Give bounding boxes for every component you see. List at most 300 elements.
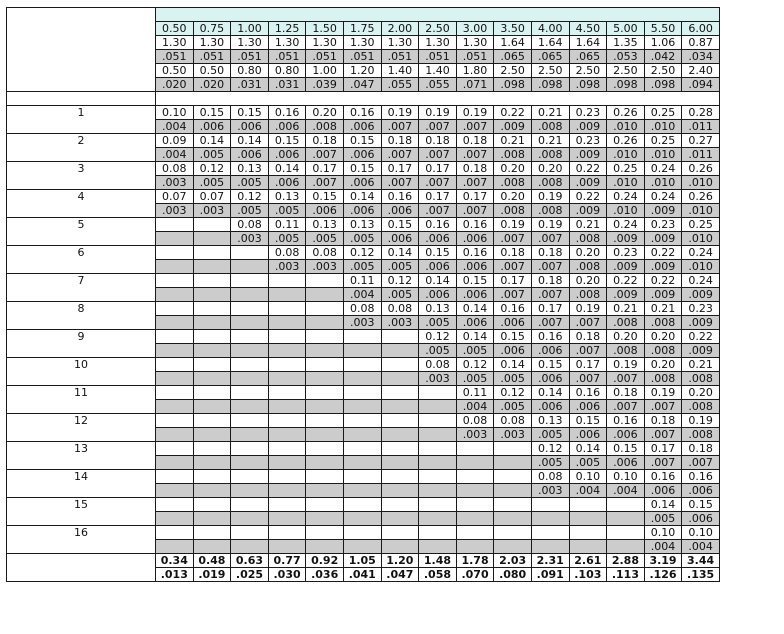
value-cell: 0.17	[456, 190, 494, 204]
row-label: 11	[7, 386, 156, 414]
value-cell: 0.14	[456, 330, 494, 344]
row-label: 7	[7, 274, 156, 302]
value-cell: 0.15	[231, 106, 269, 120]
value-cell-sub: .008	[569, 288, 607, 302]
column-header: 4.00	[531, 22, 569, 36]
value-cell-sub: .006	[456, 232, 494, 246]
value-cell	[494, 442, 532, 456]
value-cell	[419, 498, 457, 512]
value-cell-sub: .006	[381, 232, 419, 246]
value-cell	[231, 470, 269, 484]
value-cell-sub	[381, 484, 419, 498]
value-cell-sub	[156, 484, 194, 498]
value-cell: 0.15	[682, 498, 720, 512]
value-cell-sub	[306, 288, 344, 302]
value-cell-sub: .010	[682, 232, 720, 246]
value-cell: 0.21	[607, 302, 645, 316]
value-cell: 0.17	[306, 162, 344, 176]
value-cell: 0.14	[381, 246, 419, 260]
value-cell: 0.15	[381, 218, 419, 232]
value-cell-sub	[193, 232, 231, 246]
value-cell-sub: .006	[268, 176, 306, 190]
spec-cell: .034	[682, 50, 720, 64]
value-cell-sub	[456, 456, 494, 470]
value-cell: 0.07	[193, 190, 231, 204]
value-cell	[156, 246, 194, 260]
value-cell-sub: .010	[607, 176, 645, 190]
spec-cell: 2.50	[494, 64, 532, 78]
value-cell	[343, 414, 381, 428]
value-cell-sub	[268, 540, 306, 554]
value-cell-sub	[268, 456, 306, 470]
value-cell-sub: .010	[607, 120, 645, 134]
value-cell	[156, 526, 194, 540]
value-cell: 0.23	[644, 218, 682, 232]
value-cell-sub	[231, 400, 269, 414]
spec-cell: .055	[419, 78, 457, 92]
value-cell-sub: .007	[306, 148, 344, 162]
row-label: 12	[7, 414, 156, 442]
spec-cell: .071	[456, 78, 494, 92]
value-cell: 0.18	[419, 134, 457, 148]
value-cell: 0.16	[607, 414, 645, 428]
value-cell: 0.20	[569, 274, 607, 288]
value-cell-sub: .005	[231, 204, 269, 218]
separator-label-cell	[7, 92, 156, 106]
spec-cell: .051	[456, 50, 494, 64]
value-cell: 0.20	[306, 106, 344, 120]
value-cell-sub: .010	[682, 176, 720, 190]
value-cell-sub: .007	[456, 120, 494, 134]
value-cell: 0.12	[494, 386, 532, 400]
value-cell-sub: .009	[644, 260, 682, 274]
value-cell-sub	[381, 456, 419, 470]
value-cell: 0.21	[569, 218, 607, 232]
value-cell-sub: .004	[607, 484, 645, 498]
value-cell-sub	[456, 512, 494, 526]
value-cell-sub	[494, 512, 532, 526]
value-cell-sub	[343, 484, 381, 498]
value-cell-sub: .007	[607, 400, 645, 414]
spec-cell: 1.30	[456, 36, 494, 50]
value-cell-sub: .005	[494, 400, 532, 414]
value-cell-sub: .005	[419, 316, 457, 330]
value-cell: 0.13	[306, 218, 344, 232]
value-cell: 0.25	[644, 134, 682, 148]
value-cell-sub	[419, 428, 457, 442]
total-cell-sub: .113	[607, 568, 645, 582]
value-cell: 0.13	[343, 218, 381, 232]
spec-cell: 1.06	[644, 36, 682, 50]
value-cell-sub: .003	[268, 260, 306, 274]
value-cell	[306, 386, 344, 400]
value-cell: 0.21	[531, 106, 569, 120]
spec-cell: .098	[569, 78, 607, 92]
value-cell-sub	[381, 540, 419, 554]
spec-cell: .051	[193, 50, 231, 64]
value-cell-sub: .008	[682, 428, 720, 442]
value-cell-sub: .009	[607, 232, 645, 246]
value-cell: 0.12	[531, 442, 569, 456]
value-cell	[268, 274, 306, 288]
spec-cell: .065	[569, 50, 607, 64]
value-cell	[156, 218, 194, 232]
value-cell	[381, 498, 419, 512]
value-cell-sub	[156, 288, 194, 302]
spec-cell: 2.50	[607, 64, 645, 78]
value-cell-sub: .003	[381, 316, 419, 330]
value-cell-sub	[381, 372, 419, 386]
value-cell	[156, 470, 194, 484]
value-cell-sub: .005	[531, 428, 569, 442]
value-cell: 0.08	[381, 302, 419, 316]
value-cell-sub: .004	[156, 120, 194, 134]
value-cell	[494, 470, 532, 484]
value-cell-sub: .005	[193, 176, 231, 190]
value-cell-sub	[231, 288, 269, 302]
value-cell: 0.08	[531, 470, 569, 484]
value-cell: 0.08	[268, 246, 306, 260]
column-header: 5.50	[644, 22, 682, 36]
header-label-cell	[7, 8, 156, 92]
value-cell-sub	[306, 400, 344, 414]
value-cell	[381, 414, 419, 428]
spec-cell: .053	[607, 50, 645, 64]
value-cell	[494, 526, 532, 540]
value-cell: 0.12	[343, 246, 381, 260]
value-cell: 0.18	[531, 246, 569, 260]
table-row	[7, 470, 720, 484]
total-cell-sub: .135	[682, 568, 720, 582]
value-cell	[494, 498, 532, 512]
value-cell: 0.19	[419, 106, 457, 120]
column-header: 2.00	[381, 22, 419, 36]
value-cell	[381, 358, 419, 372]
value-cell-sub: .010	[607, 204, 645, 218]
value-cell-sub	[531, 540, 569, 554]
value-cell-sub: .006	[494, 344, 532, 358]
value-cell-sub	[343, 372, 381, 386]
value-cell-sub: .007	[381, 176, 419, 190]
value-cell-sub: .003	[456, 428, 494, 442]
value-cell: 0.26	[607, 106, 645, 120]
value-cell	[156, 302, 194, 316]
value-cell: 0.14	[343, 190, 381, 204]
value-cell-sub: .011	[682, 120, 720, 134]
value-cell-sub	[231, 428, 269, 442]
value-cell: 0.24	[607, 218, 645, 232]
column-header: 1.25	[268, 22, 306, 36]
value-cell	[268, 470, 306, 484]
table-row	[7, 358, 720, 372]
value-cell: 0.16	[682, 470, 720, 484]
value-cell	[231, 358, 269, 372]
value-cell: 0.17	[419, 162, 457, 176]
spec-cell: 1.30	[419, 36, 457, 50]
value-cell-sub: .008	[682, 372, 720, 386]
value-cell-sub: .007	[682, 456, 720, 470]
value-cell-sub: .007	[381, 148, 419, 162]
value-cell-sub: .008	[531, 148, 569, 162]
value-cell-sub	[381, 344, 419, 358]
value-cell	[193, 470, 231, 484]
value-cell-sub: .005	[306, 232, 344, 246]
value-cell: 0.18	[381, 134, 419, 148]
value-cell-sub: .007	[419, 204, 457, 218]
value-cell	[381, 330, 419, 344]
spec-cell: 1.30	[193, 36, 231, 50]
value-cell-sub	[268, 316, 306, 330]
value-cell	[268, 414, 306, 428]
value-cell-sub: .004	[156, 148, 194, 162]
spec-cell: 2.50	[531, 64, 569, 78]
spec-cell: 1.35	[607, 36, 645, 50]
value-cell: 0.15	[494, 330, 532, 344]
value-cell-sub: .008	[531, 120, 569, 134]
value-cell-sub: .003	[156, 176, 194, 190]
value-cell	[268, 302, 306, 316]
value-cell: 0.20	[644, 330, 682, 344]
value-cell	[569, 498, 607, 512]
value-cell-sub	[306, 484, 344, 498]
value-cell-sub	[231, 260, 269, 274]
value-cell-sub: .005	[456, 372, 494, 386]
value-cell-sub	[419, 456, 457, 470]
total-cell: 1.05	[343, 554, 381, 568]
total-cell-sub: .091	[531, 568, 569, 582]
value-cell: 0.14	[193, 134, 231, 148]
value-cell-sub: .005	[343, 260, 381, 274]
value-cell-sub: .005	[231, 176, 269, 190]
value-cell	[419, 414, 457, 428]
value-cell	[156, 414, 194, 428]
value-cell: 0.24	[682, 246, 720, 260]
value-cell-sub: .007	[531, 316, 569, 330]
value-cell-sub: .003	[306, 260, 344, 274]
value-cell-sub	[306, 372, 344, 386]
spec-cell: .031	[268, 78, 306, 92]
spec-cell: 0.80	[231, 64, 269, 78]
value-cell-sub: .009	[682, 344, 720, 358]
value-cell-sub	[343, 540, 381, 554]
value-cell-sub: .006	[531, 344, 569, 358]
data-table	[6, 7, 720, 582]
total-cell-sub: .041	[343, 568, 381, 582]
total-cell-sub: .019	[193, 568, 231, 582]
value-cell-sub: .010	[644, 120, 682, 134]
value-cell	[193, 526, 231, 540]
spec-cell: 1.30	[231, 36, 269, 50]
spec-cell: .042	[644, 50, 682, 64]
value-cell: 0.23	[569, 106, 607, 120]
total-cell-sub: .036	[306, 568, 344, 582]
total-cell: 0.34	[156, 554, 194, 568]
value-cell: 0.12	[193, 162, 231, 176]
spec-cell: 1.64	[531, 36, 569, 50]
spec-cell: .051	[381, 50, 419, 64]
value-cell: 0.16	[381, 190, 419, 204]
value-cell: 0.13	[268, 190, 306, 204]
total-cell: 0.48	[193, 554, 231, 568]
value-cell-sub	[193, 512, 231, 526]
value-cell	[381, 526, 419, 540]
table-row	[7, 498, 720, 512]
value-cell: 0.16	[268, 106, 306, 120]
value-cell-sub: .006	[644, 484, 682, 498]
value-cell-sub: .006	[607, 428, 645, 442]
value-cell: 0.11	[343, 274, 381, 288]
column-header: 1.00	[231, 22, 269, 36]
table-row	[7, 190, 720, 204]
value-cell-sub: .008	[607, 316, 645, 330]
total-cell: 2.61	[569, 554, 607, 568]
value-cell-sub	[569, 540, 607, 554]
spec-cell: .065	[494, 50, 532, 64]
value-cell-sub: .008	[306, 120, 344, 134]
spec-cell: .047	[343, 78, 381, 92]
value-cell: 0.26	[682, 190, 720, 204]
value-cell	[343, 386, 381, 400]
value-cell	[156, 274, 194, 288]
value-cell-sub: .007	[494, 232, 532, 246]
spec-cell: 1.40	[419, 64, 457, 78]
value-cell: 0.16	[456, 246, 494, 260]
value-cell	[231, 246, 269, 260]
value-cell-sub	[156, 372, 194, 386]
value-cell: 0.16	[531, 330, 569, 344]
value-cell: 0.16	[494, 302, 532, 316]
value-cell	[456, 470, 494, 484]
value-cell: 0.15	[193, 106, 231, 120]
spec-cell: .039	[306, 78, 344, 92]
value-cell	[456, 442, 494, 456]
value-cell-sub: .006	[569, 400, 607, 414]
value-cell: 0.17	[419, 190, 457, 204]
value-cell	[193, 246, 231, 260]
value-cell-sub	[193, 540, 231, 554]
value-cell-sub	[156, 260, 194, 274]
totals-label-cell	[7, 554, 156, 582]
value-cell-sub	[193, 456, 231, 470]
value-cell-sub	[156, 232, 194, 246]
row-label: 1	[7, 106, 156, 134]
value-cell: 0.11	[268, 218, 306, 232]
value-cell: 0.19	[569, 302, 607, 316]
spec-cell: 0.50	[156, 64, 194, 78]
value-cell	[381, 470, 419, 484]
value-cell-sub	[193, 316, 231, 330]
value-cell-sub	[569, 512, 607, 526]
value-cell	[343, 358, 381, 372]
spec-cell: 1.30	[381, 36, 419, 50]
spec-cell: 1.80	[456, 64, 494, 78]
value-cell-sub: .007	[644, 456, 682, 470]
value-cell: 0.24	[682, 274, 720, 288]
value-cell: 0.18	[569, 330, 607, 344]
value-cell	[156, 498, 194, 512]
value-cell: 0.15	[343, 134, 381, 148]
value-cell	[531, 526, 569, 540]
value-cell: 0.20	[682, 386, 720, 400]
value-cell	[268, 386, 306, 400]
value-cell	[231, 526, 269, 540]
value-cell-sub: .008	[644, 316, 682, 330]
spec-cell: 1.30	[343, 36, 381, 50]
value-cell-sub	[343, 512, 381, 526]
value-cell-sub: .009	[644, 288, 682, 302]
value-cell: 0.24	[607, 190, 645, 204]
value-cell-sub	[268, 428, 306, 442]
total-cell: 0.63	[231, 554, 269, 568]
spec-cell: .051	[156, 50, 194, 64]
value-cell	[193, 386, 231, 400]
value-cell-sub: .005	[644, 512, 682, 526]
value-cell: 0.19	[531, 190, 569, 204]
value-cell	[156, 386, 194, 400]
value-cell-sub	[193, 372, 231, 386]
value-cell	[306, 526, 344, 540]
value-cell-sub: .006	[231, 120, 269, 134]
value-cell: 0.19	[456, 106, 494, 120]
value-cell-sub	[531, 512, 569, 526]
value-cell: 0.21	[531, 134, 569, 148]
value-cell: 0.18	[682, 442, 720, 456]
value-cell: 0.17	[531, 302, 569, 316]
value-cell-sub: .007	[456, 148, 494, 162]
value-cell-sub: .010	[607, 148, 645, 162]
value-cell: 0.25	[644, 106, 682, 120]
value-cell-sub: .009	[569, 148, 607, 162]
value-cell-sub: .006	[419, 288, 457, 302]
value-cell	[419, 386, 457, 400]
spec-cell: 0.87	[682, 36, 720, 50]
value-cell: 0.24	[644, 190, 682, 204]
value-cell	[607, 526, 645, 540]
value-cell	[419, 526, 457, 540]
value-cell	[193, 414, 231, 428]
value-cell	[231, 274, 269, 288]
value-cell	[306, 330, 344, 344]
value-cell: 0.12	[231, 190, 269, 204]
value-cell	[193, 498, 231, 512]
value-cell: 0.14	[456, 302, 494, 316]
value-cell-sub: .005	[419, 344, 457, 358]
value-cell: 0.19	[607, 358, 645, 372]
total-cell: 3.44	[682, 554, 720, 568]
value-cell-sub: .004	[682, 540, 720, 554]
value-cell-sub	[419, 512, 457, 526]
row-label: 3	[7, 162, 156, 190]
value-cell: 0.07	[156, 190, 194, 204]
row-label: 15	[7, 498, 156, 526]
total-cell-sub: .030	[268, 568, 306, 582]
value-cell: 0.21	[682, 358, 720, 372]
value-cell: 0.19	[682, 414, 720, 428]
spec-cell: 2.50	[644, 64, 682, 78]
value-cell-sub: .005	[268, 204, 306, 218]
value-cell-sub: .009	[569, 176, 607, 190]
value-cell-sub: .007	[381, 120, 419, 134]
column-header: 1.75	[343, 22, 381, 36]
value-cell	[607, 498, 645, 512]
value-cell	[531, 498, 569, 512]
value-cell	[268, 442, 306, 456]
value-cell: 0.15	[419, 246, 457, 260]
value-cell	[193, 330, 231, 344]
value-cell-sub: .009	[607, 288, 645, 302]
spec-cell: 1.00	[306, 64, 344, 78]
value-cell-sub	[231, 456, 269, 470]
